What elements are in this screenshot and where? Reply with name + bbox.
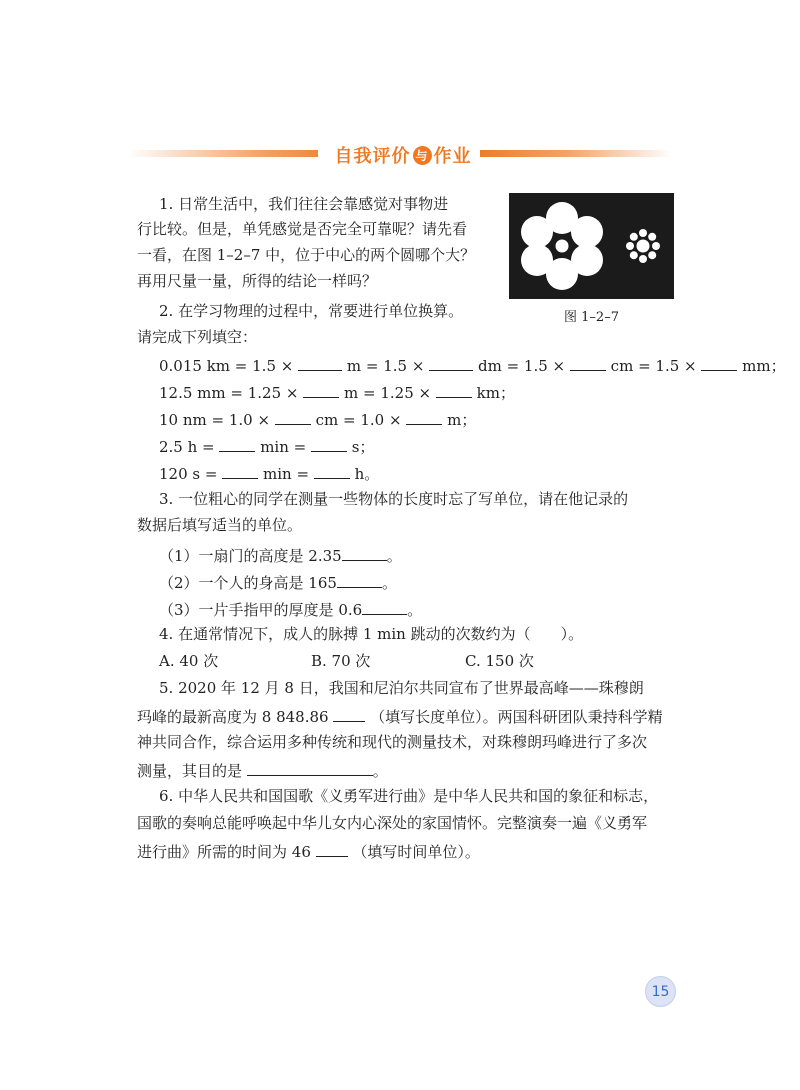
- answer-blank[interactable]: [247, 758, 373, 776]
- text: h。: [354, 465, 380, 483]
- text: m；: [447, 411, 477, 429]
- text: min =: [263, 465, 310, 483]
- answer-blank[interactable]: [701, 353, 737, 371]
- section-title: [328, 140, 478, 170]
- q4-option-b[interactable]: B. 70 次: [311, 652, 371, 670]
- text: 。: [381, 574, 397, 592]
- answer-blank[interactable]: [219, 434, 255, 452]
- q1-line-3: 一看，在图 1–2–7 中，位于中心的两个圆哪个大？: [137, 246, 476, 264]
- answer-blank[interactable]: [337, 570, 382, 588]
- q6-line-3: [137, 839, 480, 863]
- text: cm = 1.5 ×: [610, 357, 697, 375]
- answer-blank[interactable]: [275, 407, 311, 425]
- text: 120 s =: [159, 465, 218, 483]
- title-left: 自我评价: [334, 146, 411, 167]
- answer-blank[interactable]: [311, 434, 347, 452]
- text: 。: [386, 547, 402, 565]
- text: dm = 1.5 ×: [477, 357, 566, 375]
- answer-blank[interactable]: [362, 597, 407, 615]
- illusion-figure: [509, 193, 674, 299]
- q2-line-1: 2. 在学习物理的过程中，常要进行单位换算。: [159, 302, 464, 320]
- text: 测量，其目的是: [137, 762, 243, 780]
- text: 进行曲》所需的时间为 46: [137, 843, 311, 861]
- q3-line-1: 3. 一位粗心的同学在测量一些物体的长度时忘了写单位，请在他记录的: [159, 490, 629, 508]
- text: mm；: [742, 357, 786, 375]
- answer-blank[interactable]: [333, 704, 365, 722]
- q2-row-4: [159, 434, 374, 458]
- q1-line-4: 再用尺量一量，所得的结论一样吗？: [137, 272, 378, 290]
- answer-blank[interactable]: [314, 461, 350, 479]
- q6-line-1: 6. 中华人民共和国国歌《义勇军进行曲》是中华人民共和国的象征和标志，: [159, 787, 659, 805]
- title-right: 作业: [433, 146, 472, 167]
- text: （填写长度单位）。两国科研团队秉持科学精: [370, 708, 663, 726]
- q2-row-3: [159, 407, 476, 431]
- text: 玛峰的最新高度为 8 848.86: [137, 708, 329, 726]
- page-number: 15: [645, 976, 676, 1007]
- header-rule-right: [480, 150, 673, 157]
- text: 2.5 h =: [159, 438, 215, 456]
- answer-blank[interactable]: [222, 461, 258, 479]
- title-badge: 与: [413, 146, 432, 165]
- q5-line-3: 神共同合作，综合运用多种传统和现代的测量技术，对珠穆朗玛峰进行了多次: [137, 733, 648, 751]
- text: m = 1.25 ×: [344, 384, 432, 402]
- text: cm = 1.0 ×: [315, 411, 402, 429]
- answer-blank[interactable]: [342, 543, 387, 561]
- text: 。: [372, 762, 388, 780]
- q2-row-5: [159, 461, 379, 485]
- q4-line-1: 4. 在通常情况下，成人的脉搏 1 min 跳动的次数约为（ ）。: [159, 625, 584, 643]
- q5-line-1: 5. 2020 年 12 月 8 日，我国和尼泊尔共同宣布了世界最高峰——珠穆朗: [159, 679, 644, 697]
- q3-line-2: 数据后填写适当的单位。: [137, 516, 303, 534]
- header-rule-left: [128, 150, 318, 157]
- text: s；: [351, 438, 375, 456]
- q5-line-4: [137, 758, 388, 782]
- text: m = 1.5 ×: [346, 357, 425, 375]
- text: （2）一个人的身高是 165: [159, 574, 337, 592]
- text: （3）一片手指甲的厚度是 0.6: [159, 601, 363, 619]
- text: 。: [407, 601, 423, 619]
- q4-option-c[interactable]: C. 150 次: [465, 652, 534, 670]
- text: （填写时间单位）。: [352, 843, 480, 861]
- answer-blank[interactable]: [436, 380, 472, 398]
- q2-line-2: 请完成下列填空：: [137, 328, 258, 346]
- text: min =: [260, 438, 307, 456]
- answer-blank[interactable]: [429, 353, 473, 371]
- q1-line-1: 1. 日常生活中，我们往往会靠感觉对事物进: [159, 195, 449, 213]
- q3-item-1: [159, 543, 402, 567]
- text: km；: [476, 384, 515, 402]
- q6-line-2: 国歌的奏响总能呼唤起中华儿女内心深处的家国情怀。完整演奏一遍《义勇军: [137, 814, 648, 832]
- answer-blank[interactable]: [570, 353, 606, 371]
- answer-blank[interactable]: [298, 353, 342, 371]
- q2-row-2: [159, 380, 515, 404]
- figure-caption: 图 1–2–7: [564, 310, 619, 325]
- answer-blank[interactable]: [303, 380, 339, 398]
- q5-line-2: [137, 704, 663, 728]
- section-header: [128, 140, 673, 170]
- text: 10 nm = 1.0 ×: [159, 411, 271, 429]
- text: 12.5 mm = 1.25 ×: [159, 384, 299, 402]
- ebbinghaus-illusion-image: [509, 193, 674, 299]
- q3-item-2: [159, 570, 397, 594]
- q1-line-2: 行比较。但是，单凭感觉是否完全可靠呢？请先看: [137, 220, 468, 238]
- q2-row-1: [159, 353, 786, 377]
- q3-item-3: [159, 597, 422, 621]
- q4-option-a[interactable]: A. 40 次: [159, 652, 219, 670]
- text: 0.015 km = 1.5 ×: [159, 357, 294, 375]
- text: （1）一扇门的高度是 2.35: [159, 547, 342, 565]
- answer-blank[interactable]: [316, 839, 348, 857]
- answer-blank[interactable]: [406, 407, 442, 425]
